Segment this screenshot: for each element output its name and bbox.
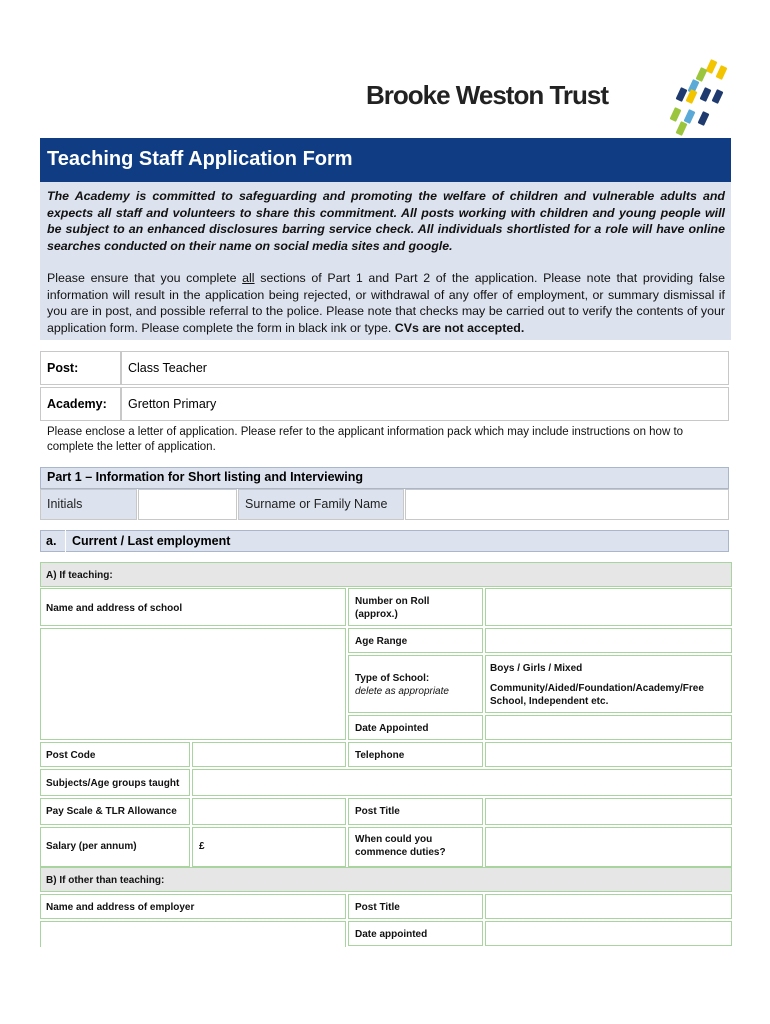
instructions-all: all [242,271,255,285]
section-a-letter: a. [46,534,57,548]
number-on-roll-label: Number on Roll (approx.) [355,596,430,620]
surname-field[interactable] [405,489,729,520]
cvs-not-accepted: CVs are not accepted. [394,320,525,335]
subjects-field[interactable] [192,769,732,796]
pound-sign: £ [199,841,205,852]
telephone-label: Telephone [355,750,405,761]
brand-logo-text: Brooke Weston Trust [366,80,609,110]
post-title-field[interactable] [485,798,732,825]
instructions-paragraph [47,270,725,336]
school-type-options: Community/Aided/Foundation/Academy/Free School, Independent etc. [490,683,704,707]
school-name-label: Name and address of school [46,603,183,614]
salary-field[interactable] [192,827,346,867]
section-a-divider [65,530,66,552]
commence-field[interactable] [485,827,732,867]
pay-scale-label: Pay Scale & TLR Allowance [46,806,177,817]
other-date-appointed-field[interactable] [485,921,732,946]
academy-label: Academy: [47,397,107,411]
post-label: Post: [47,361,79,375]
employer-address-field[interactable] [40,921,346,947]
other-post-title-label: Post Title [355,902,400,913]
teaching-subheading-bar [40,562,732,587]
salary-label: Salary (per annum) [46,841,137,852]
date-appointed-label: Date Appointed [355,723,429,734]
commence-label: When could you commence duties? [355,834,446,858]
brand-logo-mark-icon [664,58,730,138]
section-a-title: Current / Last employment [72,534,231,548]
age-range-field[interactable] [485,628,732,653]
letter-of-application-note: Please enclose a letter of application. Please refer to the applicant information pack which may include instructions on how to complete the letter of application. [47,426,684,453]
post-title-label: Post Title [355,806,400,817]
delete-as-appropriate-note: delete as appropriate [355,686,449,697]
pay-scale-field[interactable] [192,798,346,825]
post-code-label: Post Code [46,750,96,761]
date-appointed-field[interactable] [485,715,732,740]
post-code-field[interactable] [192,742,346,767]
academy-value: Gretton Primary [128,397,217,411]
instructions-text-1: Please ensure that you complete [47,271,243,285]
teaching-subheading: A) If teaching: [46,570,113,581]
number-on-roll-field[interactable] [485,588,732,626]
other-subheading: B) If other than teaching: [46,875,165,886]
type-of-school-label: Type of School: [355,673,430,684]
page-title: Teaching Staff Application Form [47,148,353,170]
surname-label: Surname or Family Name [245,497,388,511]
school-address-field[interactable] [40,628,346,740]
age-range-label: Age Range [355,636,408,647]
other-date-appointed-label: Date appointed [355,929,428,940]
post-value: Class Teacher [128,361,207,375]
safeguarding-statement: The Academy is committed to safeguarding and promoting the welfare of children and vulnerable adults and expects all staff and volunteers to share this commitment. All posts working with children and young people will be subject to an enhanced disclosures barring service check. All individuals shortlisted for a role will have online searches conducted on their name on social media sites and google. [47,189,725,253]
other-post-title-field[interactable] [485,894,732,919]
school-gender-options: Boys / Girls / Mixed [490,663,583,674]
subjects-label: Subjects/Age groups taught [46,778,180,789]
telephone-field[interactable] [485,742,732,767]
part1-title: Part 1 – Information for Short listing and Interviewing [47,470,364,484]
initials-field[interactable] [138,489,237,520]
initials-label: Initials [47,497,83,511]
instructions-text-2: sections of Part 1 and Part 2 of the application. Please note that providing false information will result in the application being rejected, or withdrawal of any offer of employment, or summary dismissal if you are in post, and possible referral to the police. Please note that checks may be carried out to verify the contents of your application form. Please complete the form in black ink or type. [47,271,725,335]
post-field[interactable] [121,351,729,385]
employer-label: Name and address of employer [46,902,195,913]
